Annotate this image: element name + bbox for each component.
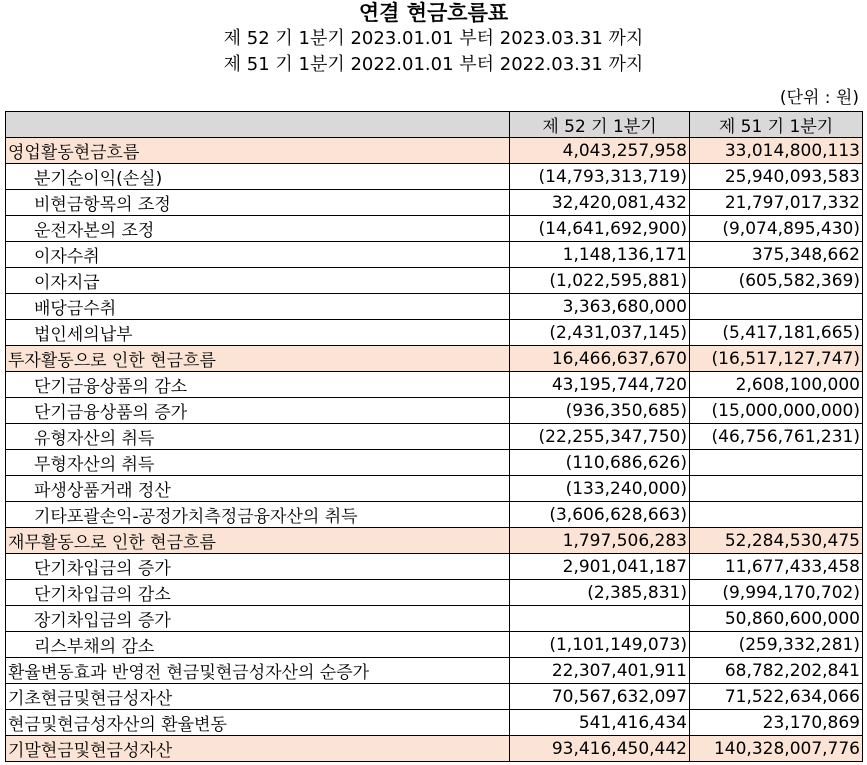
current-period-value: 32,420,081,432 (510, 190, 690, 216)
row-label: 기초현금및현금성자산 (6, 684, 510, 710)
prior-period-value: 23,170,869 (690, 710, 863, 736)
section-row (6, 528, 863, 554)
prior-period-value: (16,517,127,747) (690, 346, 863, 372)
prior-period-value: 52,284,530,475 (690, 528, 863, 554)
table-row (6, 554, 863, 580)
prior-period-value: (5,417,181,665) (690, 320, 863, 346)
current-period-value: (14,641,692,900) (510, 216, 690, 242)
table-row (6, 684, 863, 710)
current-period-value: 1,148,136,171 (510, 242, 690, 268)
row-label: 파생상품거래 정산 (6, 476, 510, 502)
prior-period-value: (46,756,761,231) (690, 424, 863, 450)
row-label: 무형자산의 취득 (6, 450, 510, 476)
column-header-label (6, 112, 510, 138)
current-period-value: (1,101,149,073) (510, 632, 690, 658)
current-period-value: 4,043,257,958 (510, 138, 690, 164)
table-row (6, 242, 863, 268)
current-period-value (510, 606, 690, 632)
prior-period-value: (259,332,281) (690, 632, 863, 658)
row-label: 단기차입금의 증가 (6, 554, 510, 580)
prior-period-value: 25,940,093,583 (690, 164, 863, 190)
current-period-value: 22,307,401,911 (510, 658, 690, 684)
table-row (6, 632, 863, 658)
current-period-value: 70,567,632,097 (510, 684, 690, 710)
row-label: 기말현금및현금성자산 (6, 736, 510, 762)
current-period-value: 93,416,450,442 (510, 736, 690, 762)
current-period-value: (2,385,831) (510, 580, 690, 606)
prior-period-value (690, 502, 863, 528)
unit-label: (단위 : 원) (779, 88, 859, 108)
row-label: 환율변동효과 반영전 현금및현금성자산의 순증가 (6, 658, 510, 684)
current-period-value: (133,240,000) (510, 476, 690, 502)
current-period-value: 3,363,680,000 (510, 294, 690, 320)
report-header (0, 0, 867, 78)
table-row (6, 476, 863, 502)
table-row (6, 502, 863, 528)
table-row (6, 320, 863, 346)
table-row (6, 606, 863, 632)
section-row (6, 736, 863, 762)
row-label: 운전자본의 조정 (6, 216, 510, 242)
row-label: 단기금융상품의 증가 (6, 398, 510, 424)
prior-period-value: (15,000,000,000) (690, 398, 863, 424)
row-label: 유형자산의 취득 (6, 424, 510, 450)
prior-period-value: (605,582,369) (690, 268, 863, 294)
current-period-value: 2,901,041,187 (510, 554, 690, 580)
current-period-value: (22,255,347,750) (510, 424, 690, 450)
table-row (6, 450, 863, 476)
prior-period-value: 50,860,600,000 (690, 606, 863, 632)
current-period-value: (1,022,595,881) (510, 268, 690, 294)
report-title: 연결 현금흐름표 (358, 1, 509, 25)
prior-period: 제 51 기 1분기 2022.01.01 부터 2022.03.31 까지 (223, 54, 644, 75)
table-row (6, 580, 863, 606)
current-period-value: (3,606,628,663) (510, 502, 690, 528)
prior-period-value: 33,014,800,113 (690, 138, 863, 164)
row-label: 이자수취 (6, 242, 510, 268)
row-label: 분기순이익(손실) (6, 164, 510, 190)
prior-period-value: 11,677,433,458 (690, 554, 863, 580)
current-period-value: 43,195,744,720 (510, 372, 690, 398)
current-period-value: 1,797,506,283 (510, 528, 690, 554)
table-row (6, 164, 863, 190)
section-row (6, 346, 863, 372)
table-row (6, 424, 863, 450)
table-row (6, 216, 863, 242)
column-header-prior: 제 51 기 1분기 (690, 112, 863, 138)
prior-period-value (690, 294, 863, 320)
prior-period-value: 68,782,202,841 (690, 658, 863, 684)
prior-period-value: (9,074,895,430) (690, 216, 863, 242)
prior-period-value: (9,994,170,702) (690, 580, 863, 606)
row-label: 비현금항목의 조정 (6, 190, 510, 216)
table-row (6, 190, 863, 216)
row-label: 법인세의납부 (6, 320, 510, 346)
current-period-value: (14,793,313,719) (510, 164, 690, 190)
row-label: 단기금융상품의 감소 (6, 372, 510, 398)
current-period-value: (2,431,037,145) (510, 320, 690, 346)
section-row (6, 138, 863, 164)
row-label: 영업활동현금흐름 (6, 138, 510, 164)
current-period-value: (936,350,685) (510, 398, 690, 424)
prior-period-value (690, 476, 863, 502)
prior-period-value: 140,328,007,776 (690, 736, 863, 762)
table-row (6, 372, 863, 398)
current-period-value: (110,686,626) (510, 450, 690, 476)
row-label: 기타포괄손익-공정가치측정금융자산의 취득 (6, 502, 510, 528)
column-header-current: 제 52 기 1분기 (510, 112, 690, 138)
table-row (6, 268, 863, 294)
table-header-row (6, 112, 863, 138)
row-label: 배당금수취 (6, 294, 510, 320)
prior-period-value: 2,608,100,000 (690, 372, 863, 398)
table-row (6, 658, 863, 684)
table-row (6, 710, 863, 736)
table-row (6, 294, 863, 320)
row-label: 리스부채의 감소 (6, 632, 510, 658)
row-label: 현금및현금성자산의 환율변동 (6, 710, 510, 736)
current-period: 제 52 기 1분기 2023.01.01 부터 2023.03.31 까지 (223, 28, 644, 49)
current-period-value: 16,466,637,670 (510, 346, 690, 372)
row-label: 단기차입금의 감소 (6, 580, 510, 606)
current-period-value: 541,416,434 (510, 710, 690, 736)
row-label: 투자활동으로 인한 현금흐름 (6, 346, 510, 372)
prior-period-value (690, 450, 863, 476)
prior-period-value: 21,797,017,332 (690, 190, 863, 216)
table-row (6, 398, 863, 424)
cash-flow-table (5, 111, 863, 762)
row-label: 재무활동으로 인한 현금흐름 (6, 528, 510, 554)
row-label: 장기차입금의 증가 (6, 606, 510, 632)
prior-period-value: 71,522,634,066 (690, 684, 863, 710)
prior-period-value: 375,348,662 (690, 242, 863, 268)
row-label: 이자지급 (6, 268, 510, 294)
